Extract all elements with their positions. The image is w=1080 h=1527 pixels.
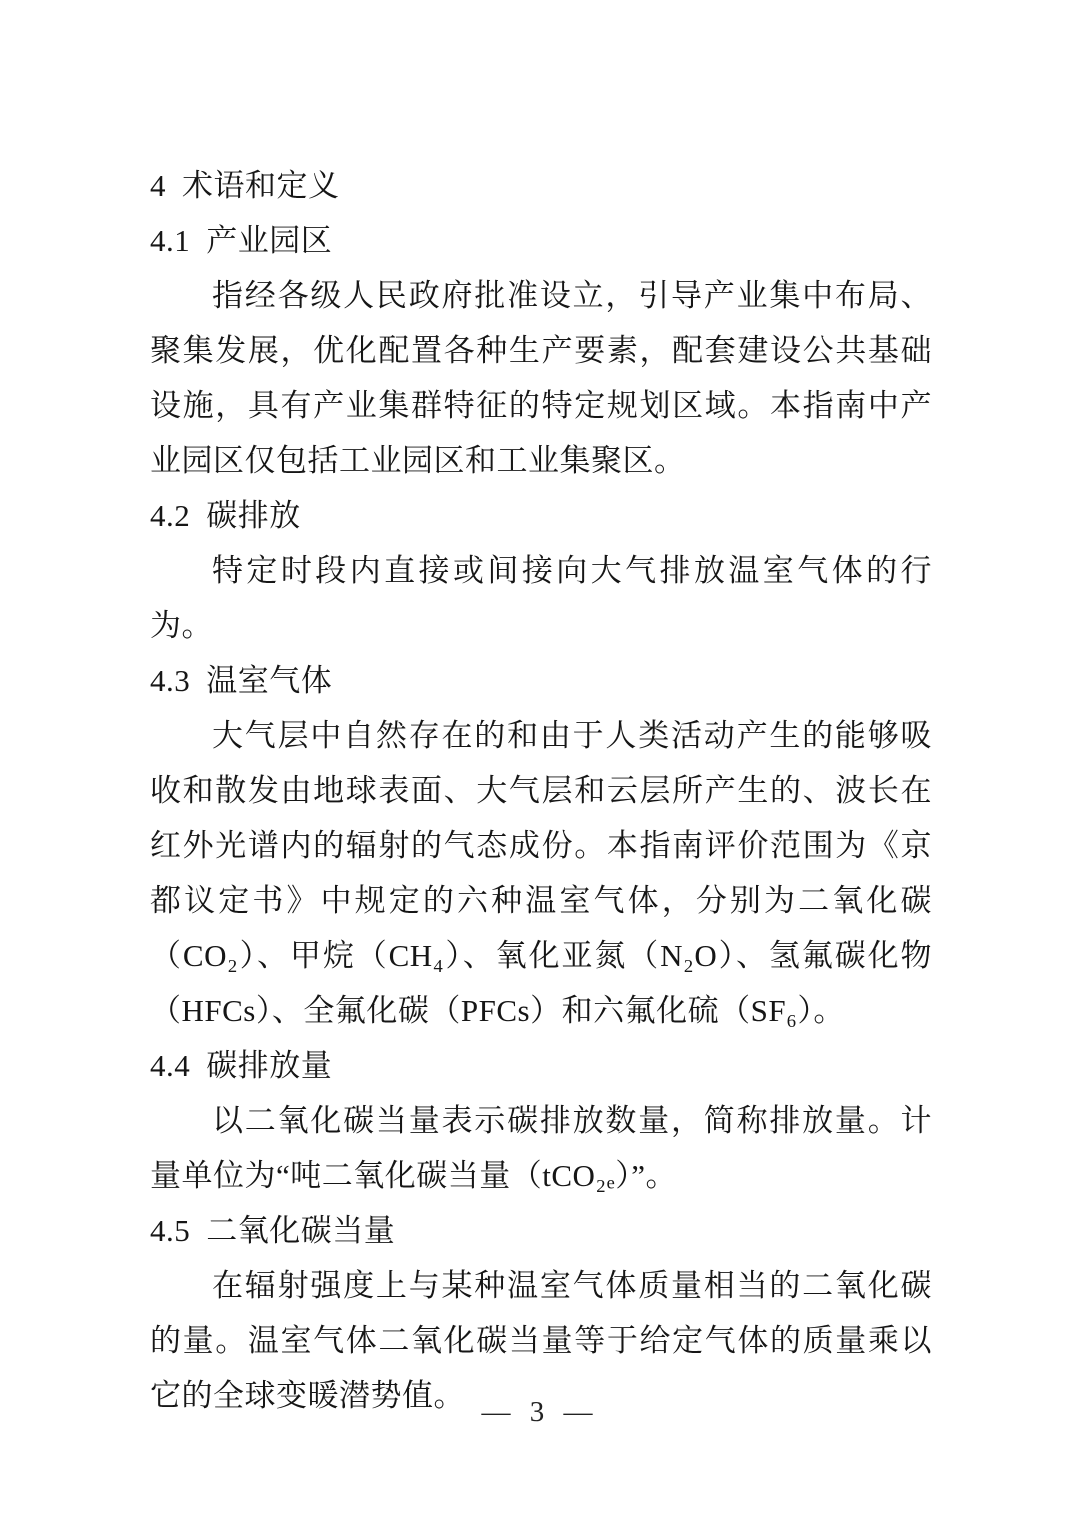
section-heading-4-2 [150, 488, 932, 543]
section-paragraph: 以二氧化碳当量表示碳排放数量，简称排放量。计量单位为“吨二氧化碳当量（tCO₂ₑ）”。 [150, 1103, 932, 1193]
page-number: — 3 — [481, 1396, 599, 1428]
document-content [150, 158, 932, 1423]
chapter-number: 4 [150, 168, 166, 203]
section-title: 温室气体 [206, 663, 333, 698]
section-number: 4.5 [150, 1213, 191, 1248]
section-number: 4.4 [150, 1048, 191, 1083]
section-number: 4.2 [150, 498, 191, 533]
section-title: 碳排放量 [206, 1048, 333, 1083]
chapter-heading [150, 158, 932, 213]
section-number: 4.1 [150, 223, 191, 258]
page-footer [0, 1390, 1080, 1434]
section-heading-4-1 [150, 213, 932, 268]
section-title: 碳排放 [206, 498, 301, 533]
section-paragraph: 特定时段内直接或间接向大气排放温室气体的行为。 [150, 553, 932, 643]
section-paragraph: 在辐射强度上与某种温室气体质量相当的二氧化碳的量。温室气体二氧化碳当量等于给定气体的质量乘以它的全球变暖潜势值。 [150, 1268, 932, 1413]
section-number: 4.3 [150, 663, 191, 698]
section-paragraph: 大气层中自然存在的和由于人类活动产生的能够吸收和散发由地球表面、大气层和云层所产生的、波长在红外光谱内的辐射的气态成份。本指南评价范围为《京都议定书》中规定的六种温室气体，分别为二氧化碳（CO₂）、甲烷（CH₄）、氧化亚氮（N₂O）、氢氟碳化物（HFCs）、全氟化碳（PFCs）和六氟化硫（SF₆）。 [150, 718, 932, 1028]
section-4-3 [150, 653, 932, 1038]
section-title: 产业园区 [206, 223, 333, 258]
section-4-2 [150, 488, 932, 653]
section-4-4 [150, 1038, 932, 1203]
chapter-title: 术语和定义 [182, 168, 340, 203]
section-heading-4-4 [150, 1038, 932, 1093]
section-paragraph: 指经各级人民政府批准设立，引导产业集中布局、聚集发展，优化配置各种生产要素，配套建设公共基础设施，具有产业集群特征的特定规划区域。本指南中产业园区仅包括工业园区和工业集聚区。 [150, 278, 932, 478]
section-heading-4-3 [150, 653, 932, 708]
section-4-1 [150, 213, 932, 488]
section-heading-4-5 [150, 1203, 932, 1258]
section-title: 二氧化碳当量 [206, 1213, 396, 1248]
